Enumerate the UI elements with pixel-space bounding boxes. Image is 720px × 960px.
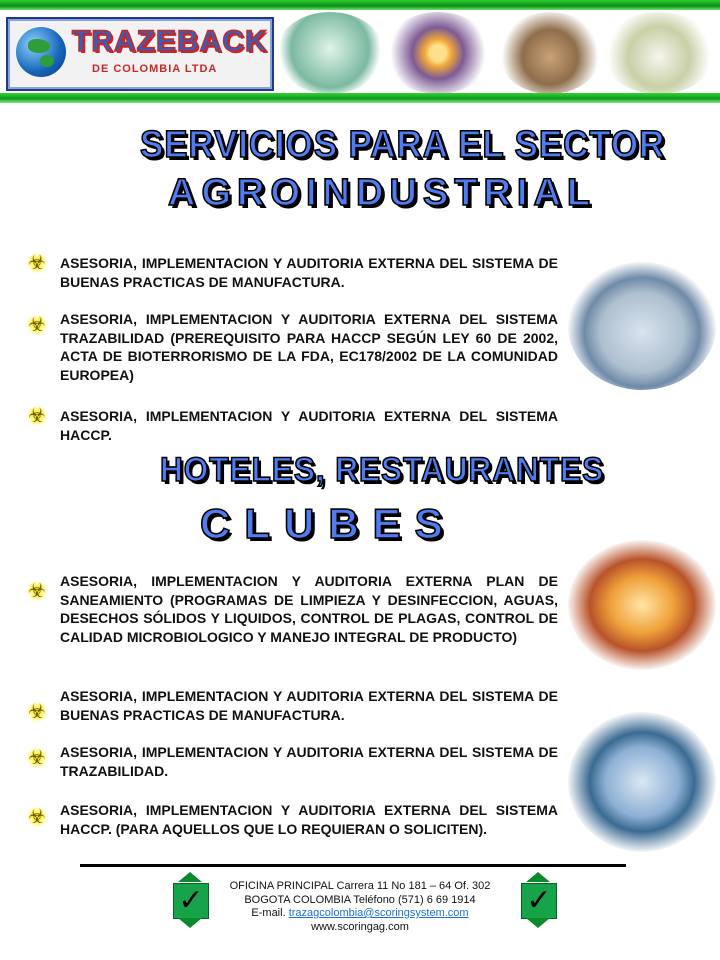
hotels-item-3: ASESORIA, IMPLEMENTACION Y AUDITORIA EXTERNA DEL SISTEMA DE TRAZABILIDAD. <box>60 744 558 779</box>
agro-title-line1: SERVICIOS PARA EL SECTOR <box>140 124 666 166</box>
header-bottom-bar <box>0 93 720 103</box>
header-top-bar <box>0 0 720 10</box>
hotels-item-2: ASESORIA, IMPLEMENTACION Y AUDITORIA EXTERNA DEL SISTEMA DE BUENAS PRACTICAS DE MANUFACTURA. <box>60 688 558 723</box>
company-logo <box>6 17 274 91</box>
check-box-icon: ✓ <box>170 872 210 928</box>
agro-title-line2: AGROINDUSTRIAL <box>168 172 597 214</box>
photo-industrial-silos <box>568 262 716 390</box>
logo-subtext: DE COLOMBIA LTDA <box>92 63 218 75</box>
header-photo-lab-flasks <box>384 12 492 94</box>
hotels-title-line1: HOTELES, RESTAURANTES <box>160 451 605 489</box>
check-box-icon: ✓ <box>518 872 558 928</box>
biohazard-icon: ☣ <box>26 747 48 769</box>
header-photo-surgeons <box>276 12 384 94</box>
photo-hotel-building <box>568 712 716 852</box>
biohazard-icon: ☣ <box>26 580 48 602</box>
biohazard-icon: ☣ <box>26 314 48 336</box>
globe-icon <box>16 27 66 77</box>
footer-website[interactable]: www.scoringag.com <box>311 920 409 933</box>
footer-phone: BOGOTA COLOMBIA Teléfono (571) 6 69 1914 <box>244 893 476 906</box>
footer-email-line <box>200 907 520 921</box>
hotels-item-1: ASESORIA, IMPLEMENTACION Y AUDITORIA EXTERNA PLAN DE SANEAMIENTO (PROGRAMAS DE LIMPIEZA Y DESINFECCION, AGUAS, DESECHOS SÓLIDOS Y LIQUIDOS, CONTROL DE PLAGAS, CONTROL DE CALIDAD MICROBIOLOGICO Y MANEJO INTEGRAL DE PRODUCTO) <box>60 573 558 645</box>
header-photo-tractor <box>498 12 602 94</box>
biohazard-icon: ☣ <box>26 405 48 427</box>
header-photo-cattle <box>602 12 716 94</box>
footer-email-label: E-mail. <box>251 907 289 919</box>
photo-restaurant-hall <box>568 540 716 670</box>
footer-email-link[interactable]: trazagcolombia@scoringsystem.com <box>288 907 469 919</box>
agro-item-3: ASESORIA, IMPLEMENTACION Y AUDITORIA EXTERNA DEL SISTEMA HACCP. <box>60 408 558 443</box>
biohazard-icon: ☣ <box>26 701 48 723</box>
footer-address: OFICINA PRINCIPAL Carrera 11 No 181 – 64 Of. 302 <box>229 880 491 892</box>
biohazard-icon: ☣ <box>26 806 48 828</box>
agro-item-2: ASESORIA, IMPLEMENTACION Y AUDITORIA EXTERNA DEL SISTEMA TRAZABILIDAD (PREREQUISITO PARA HACCP SEGÚN LEY 60 DE 2002, ACTA DE BIOTERRORISMO DE LA FDA, EC178/2002 DE LA COMUNIDAD EUROPEA) <box>60 311 558 383</box>
hotels-title-line2: CLUBES <box>200 500 457 547</box>
footer-divider <box>80 864 626 867</box>
logo-text: TRAZEBACK <box>72 25 268 58</box>
hotels-item-4: ASESORIA, IMPLEMENTACION Y AUDITORIA EXTERNA DEL SISTEMA HACCP. (PARA AQUELLOS QUE LO REQUIERAN O SOLICITEN). <box>60 802 558 837</box>
biohazard-icon: ☣ <box>26 252 48 274</box>
agro-item-1: ASESORIA, IMPLEMENTACION Y AUDITORIA EXTERNA DEL SISTEMA DE BUENAS PRACTICAS DE MANUFACTURA. <box>60 255 558 290</box>
